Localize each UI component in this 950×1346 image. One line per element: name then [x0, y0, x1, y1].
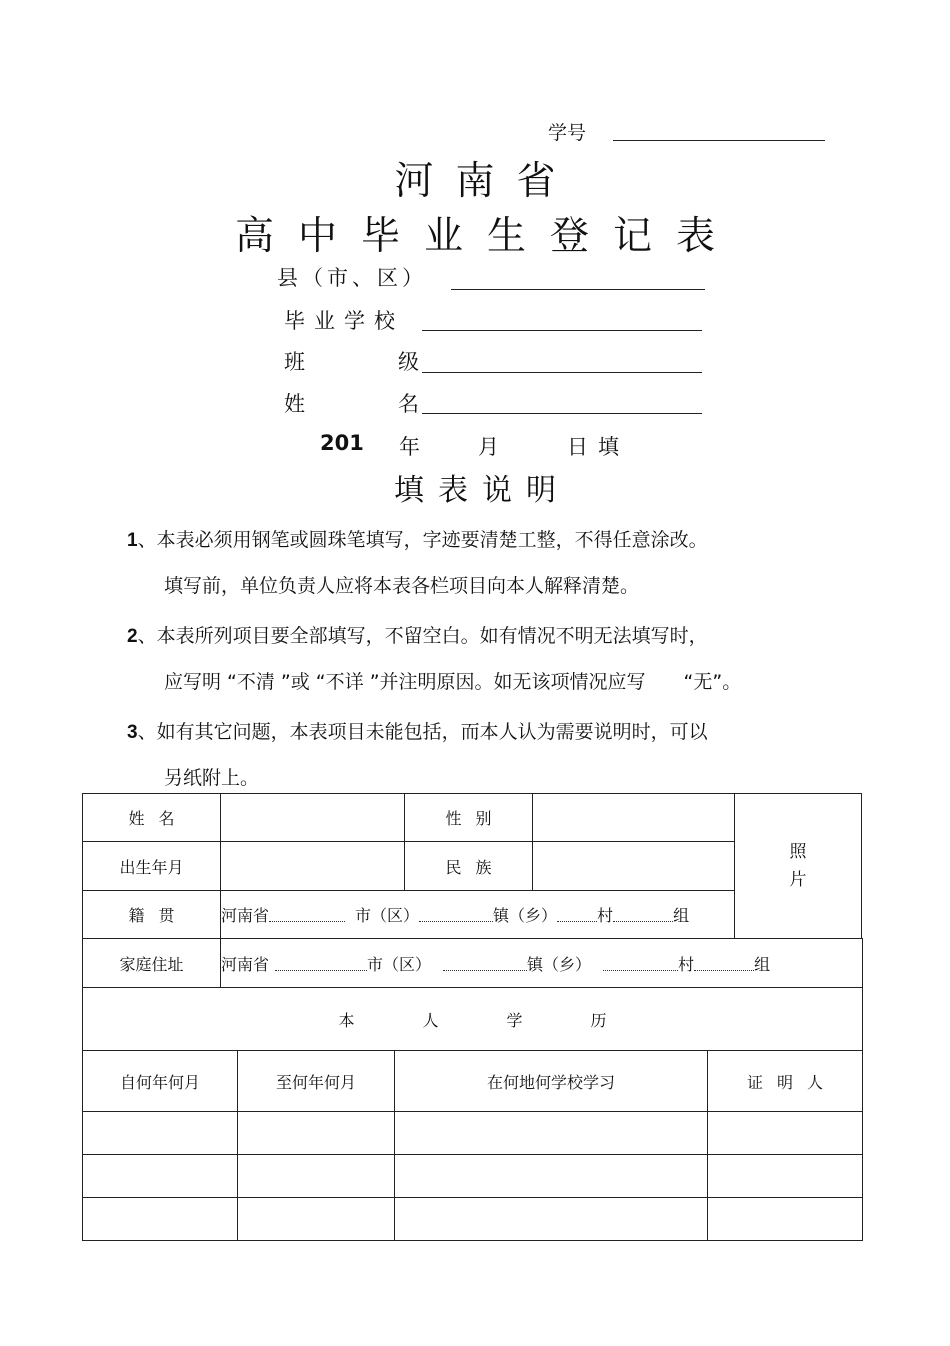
home-city-blank[interactable] — [275, 956, 367, 971]
class-label-part2: 级 — [398, 350, 419, 374]
photo-label-part1: 照 — [789, 842, 807, 862]
education-title-cell: 本人学历 — [82, 987, 863, 1051]
instruction-2-line2: 应写明 “不清 ”或 “不详 ”并注明原因。如无该项情况应写 “无”。 — [164, 671, 742, 693]
native-group-label: 组 — [673, 906, 690, 925]
native-province-label: 河南省 — [221, 906, 270, 925]
edu-row3-school[interactable] — [394, 1197, 708, 1241]
home-city-label: 市（区） — [367, 954, 432, 974]
edu-header-from: 自何年何月 — [82, 1050, 238, 1112]
county-field[interactable] — [451, 289, 705, 290]
edu-row2-witness[interactable] — [707, 1154, 863, 1198]
photo-cell[interactable] — [734, 793, 862, 939]
home-village-label: 村 — [678, 954, 695, 974]
native-group-blank[interactable] — [613, 907, 673, 922]
edu-row2-school[interactable] — [394, 1154, 708, 1198]
home-village-blank[interactable] — [603, 956, 678, 971]
instruction-1-line2: 填写前，单位负责人应将本表各栏项目向本人解释清楚。 — [164, 575, 640, 597]
edu-header-school: 在何地何学校学习 — [394, 1050, 708, 1112]
home-address-cell[interactable] — [220, 938, 863, 988]
native-place-header-cell: 籍贯 — [82, 890, 221, 939]
edu-row2-from[interactable] — [82, 1154, 238, 1198]
edu-row1-from[interactable] — [82, 1111, 238, 1155]
photo-label-part2: 片 — [789, 870, 807, 890]
instruction-3-text: 、如有其它问题，本表项目未能包括，而本人认为需要说明时，可以 — [137, 721, 708, 743]
home-town-blank[interactable] — [443, 956, 527, 971]
gender-input-cell[interactable] — [532, 793, 735, 842]
province-title: 河南省 — [394, 159, 578, 204]
home-group-blank[interactable] — [694, 956, 754, 971]
native-town-label: 镇（乡） — [493, 906, 558, 925]
instruction-1-line1 — [127, 525, 708, 552]
native-place-address-cell[interactable] — [220, 890, 735, 939]
native-village-blank[interactable] — [557, 907, 597, 922]
date-year-label: 年 — [399, 435, 420, 459]
class-label-part1: 班 — [284, 350, 305, 374]
date-month-label: 月 — [478, 435, 499, 459]
name-label-part1: 姓 — [284, 392, 305, 416]
instruction-3-line2: 另纸附上。 — [164, 767, 260, 789]
date-day-label: 日填 — [567, 435, 629, 459]
form-title: 高中毕业生登记表 — [234, 214, 739, 259]
name-header-cell: 姓名 — [82, 793, 221, 842]
school-label: 毕业学校 — [284, 309, 404, 333]
birth-input-cell[interactable] — [220, 841, 405, 891]
instruction-2-line1 — [127, 621, 708, 648]
instruction-1-text: 、本表必须用钢笔或圆珠笔填写，字迹要清楚工整，不得任意涂改。 — [137, 529, 708, 551]
edu-header-witness: 证明人 — [707, 1050, 863, 1112]
instruction-1-number: 1 — [127, 530, 138, 551]
name-field[interactable] — [422, 413, 702, 414]
date-year-prefix: 201 — [320, 431, 364, 455]
ethnicity-header-cell: 民族 — [404, 841, 533, 891]
edu-row3-to[interactable] — [237, 1197, 395, 1241]
home-group-label: 组 — [754, 954, 771, 974]
instruction-2-text: 、本表所列项目要全部填写，不留空白。如有情况不明无法填写时， — [137, 625, 708, 647]
birth-header-cell: 出生年月 — [82, 841, 221, 891]
edu-row1-to[interactable] — [237, 1111, 395, 1155]
name-label-part2: 名 — [398, 392, 419, 416]
edu-row2-to[interactable] — [237, 1154, 395, 1198]
native-town-blank[interactable] — [419, 907, 493, 922]
ethnicity-input-cell[interactable] — [532, 841, 735, 891]
class-field[interactable] — [422, 372, 702, 373]
home-province-label: 河南省 — [221, 954, 270, 974]
edu-header-to: 至何年何月 — [237, 1050, 395, 1112]
instruction-3-number: 3 — [127, 722, 138, 743]
edu-row1-witness[interactable] — [707, 1111, 863, 1155]
native-city-label: 市（区） — [355, 906, 420, 925]
instruction-3-line1 — [127, 717, 708, 744]
name-input-cell[interactable] — [220, 793, 405, 842]
student-number-field[interactable] — [613, 140, 825, 141]
county-label: 县（市、区） — [277, 266, 427, 290]
edu-row1-school[interactable] — [394, 1111, 708, 1155]
edu-row3-witness[interactable] — [707, 1197, 863, 1241]
instructions-title: 填表说明 — [394, 473, 570, 508]
gender-header-cell: 性别 — [404, 793, 533, 842]
school-field[interactable] — [422, 330, 702, 331]
native-city-blank[interactable] — [269, 907, 345, 922]
native-village-label: 村 — [597, 906, 614, 925]
home-address-header-cell: 家庭住址 — [82, 938, 221, 988]
home-town-label: 镇（乡） — [527, 954, 592, 974]
student-number-label: 学号 — [548, 122, 587, 144]
edu-row3-from[interactable] — [82, 1197, 238, 1241]
instruction-2-number: 2 — [127, 626, 138, 647]
